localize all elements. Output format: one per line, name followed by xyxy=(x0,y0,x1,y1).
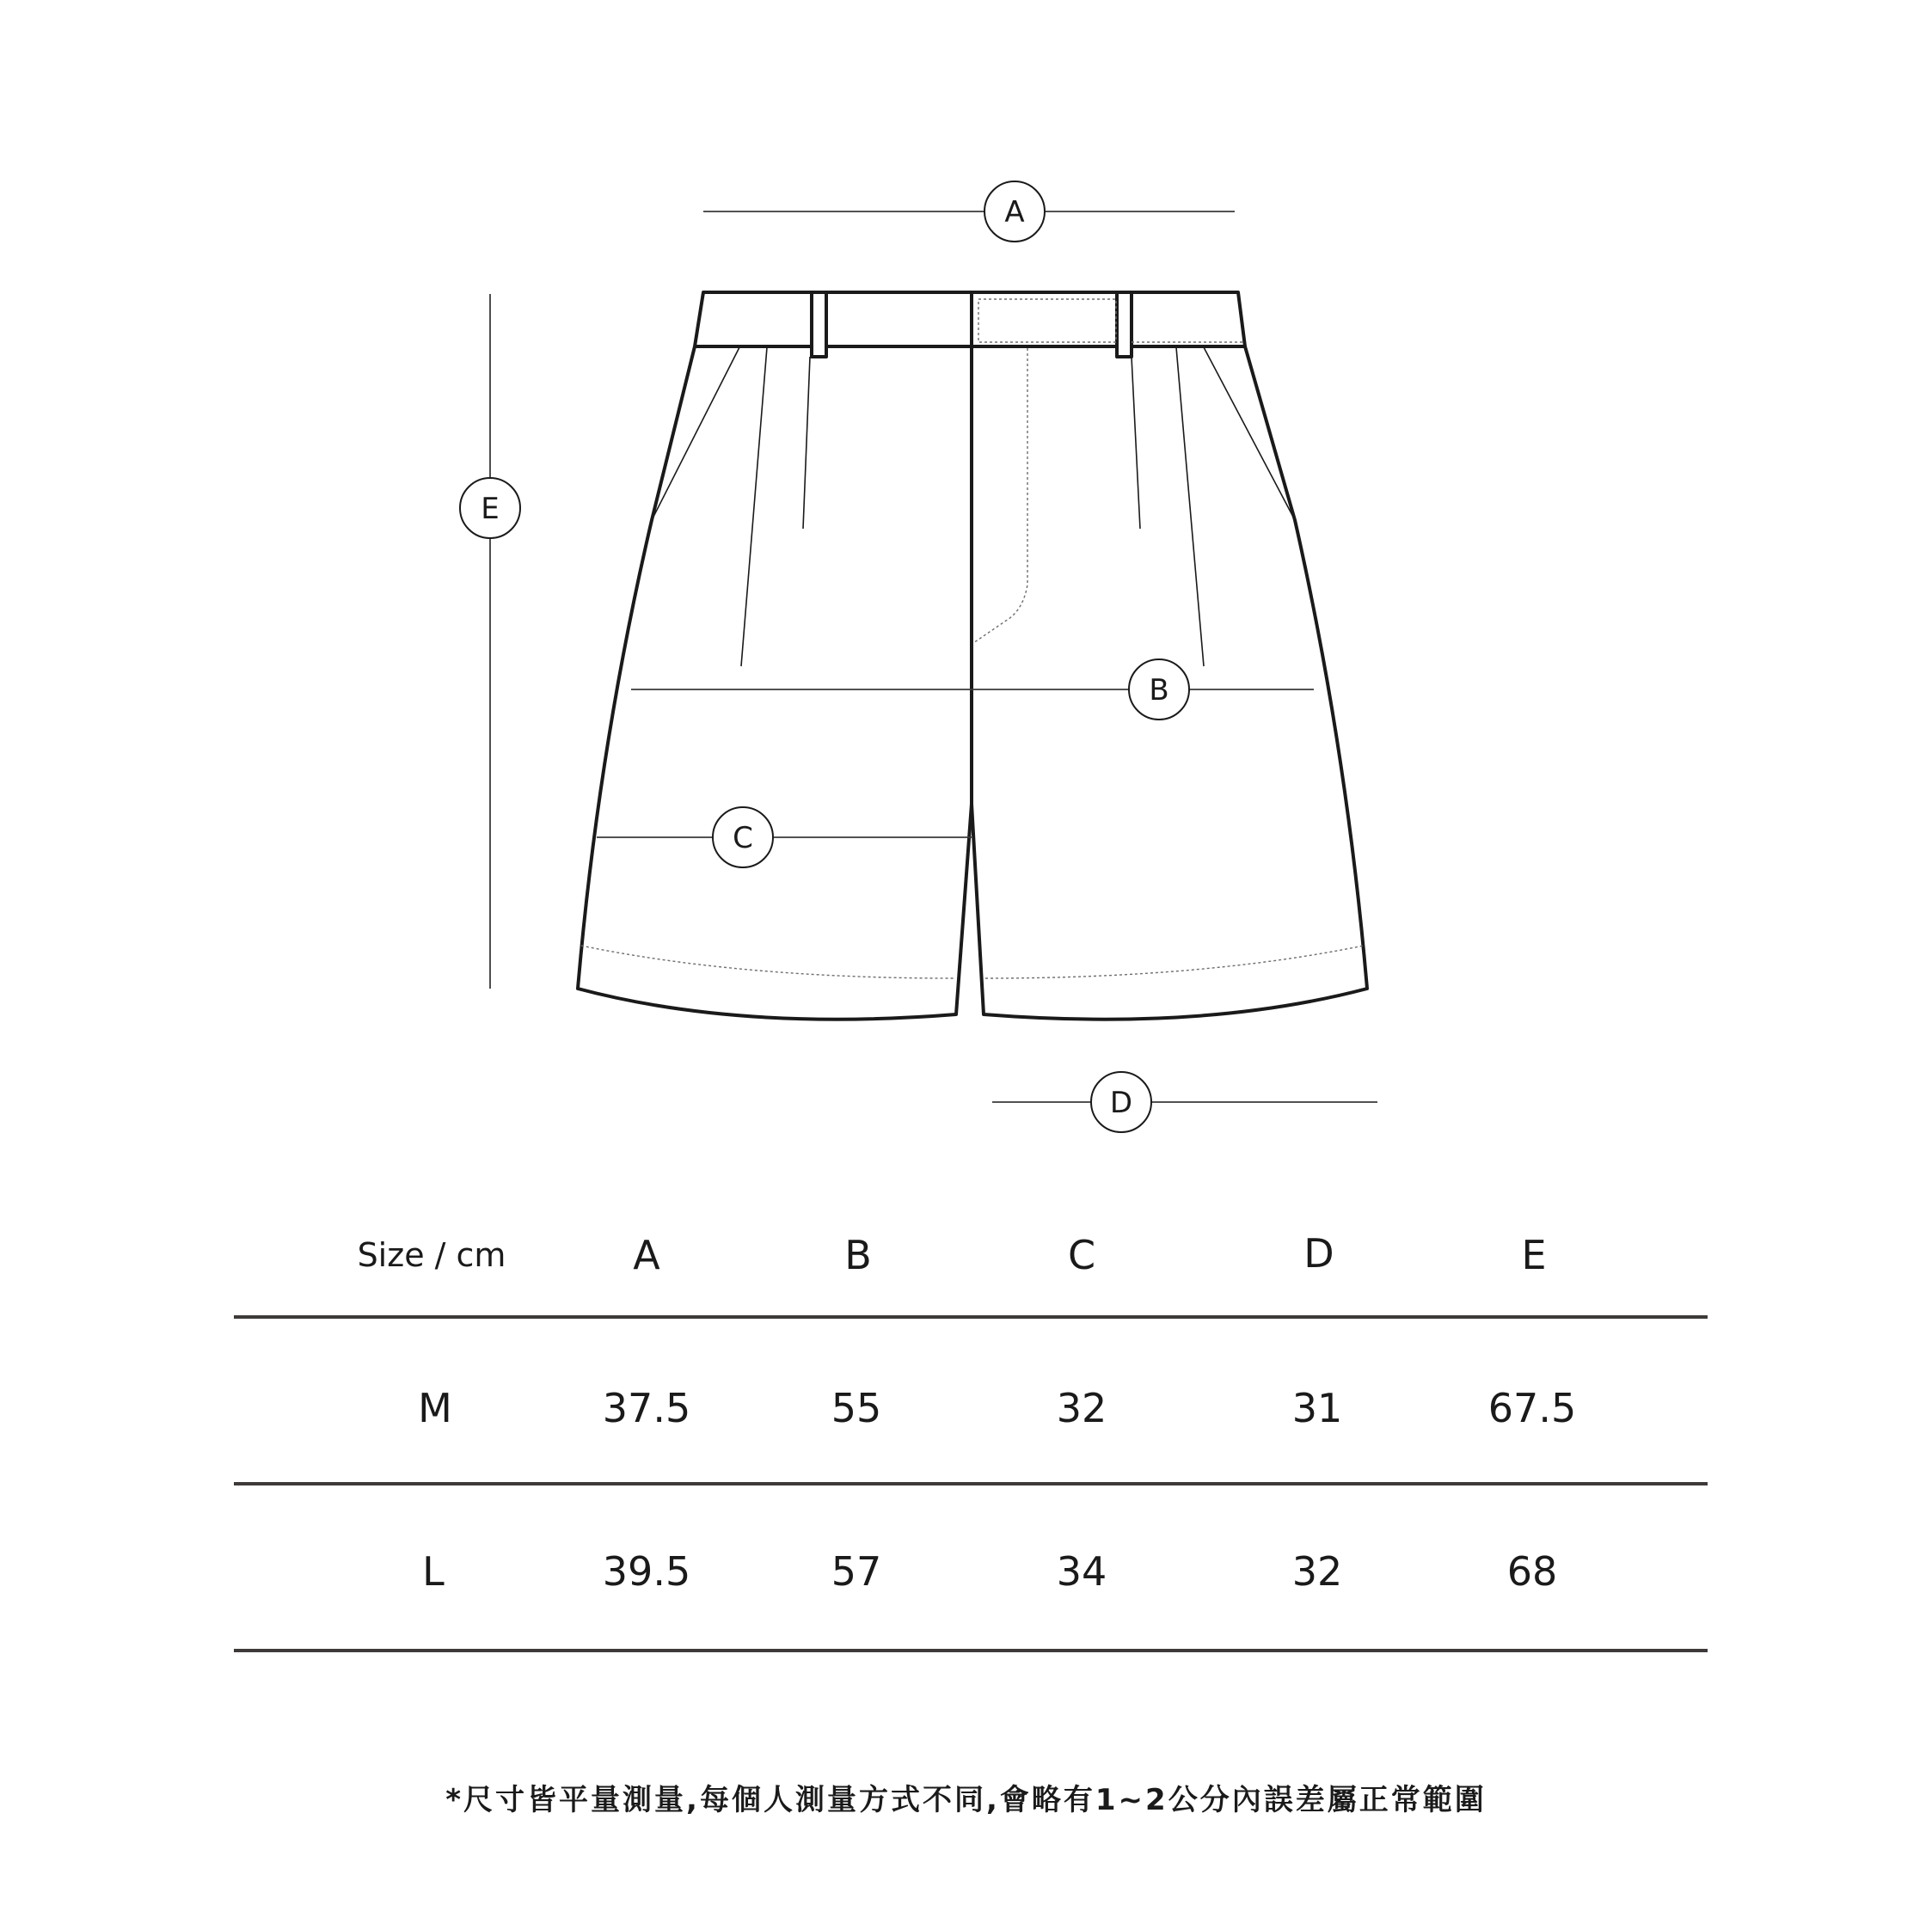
pleat-left-2 xyxy=(803,357,810,529)
label-d xyxy=(1091,1072,1151,1132)
belt-loop-right xyxy=(1117,292,1132,357)
fly-stitch xyxy=(973,348,1027,643)
hem-stitch-right xyxy=(985,946,1364,978)
size-table xyxy=(234,1195,1708,1659)
table-divider-middle xyxy=(234,1482,1708,1485)
svg-text:D: D xyxy=(1109,1086,1133,1120)
row-m-c: 32 xyxy=(1056,1385,1107,1431)
left-leg xyxy=(578,346,972,1020)
row-m-d: 31 xyxy=(1291,1385,1343,1431)
svg-text:E: E xyxy=(481,492,500,526)
pocket-right xyxy=(1204,347,1295,520)
label-b xyxy=(1129,659,1189,720)
row-l-size: L xyxy=(422,1548,445,1595)
row-m-size: M xyxy=(418,1385,452,1431)
header-b: B xyxy=(844,1232,872,1278)
hem-stitch-left xyxy=(581,946,954,978)
waistband-tab-stitch xyxy=(978,299,1116,342)
belt-loop-left xyxy=(812,292,826,357)
header-c: C xyxy=(1067,1232,1096,1278)
header-size-unit: Size / cm xyxy=(357,1236,506,1274)
svg-text:B: B xyxy=(1149,673,1169,707)
pleat-right-1 xyxy=(1132,357,1140,529)
label-e xyxy=(460,478,520,538)
row-m-b: 55 xyxy=(831,1385,882,1431)
table-divider-top xyxy=(234,1315,1708,1319)
row-l-a: 39.5 xyxy=(602,1548,691,1595)
row-l-b: 57 xyxy=(831,1548,882,1595)
svg-text:A: A xyxy=(1004,195,1025,230)
shorts-outline xyxy=(578,292,1367,1020)
table-divider-bottom xyxy=(234,1649,1708,1652)
label-c xyxy=(713,807,773,867)
header-d: D xyxy=(1303,1230,1334,1277)
row-l-d: 32 xyxy=(1291,1548,1343,1595)
row-m-a: 37.5 xyxy=(602,1385,691,1431)
header-a: A xyxy=(633,1232,660,1278)
row-l-c: 34 xyxy=(1056,1548,1107,1595)
header-e: E xyxy=(1521,1232,1547,1278)
pleat-left-1 xyxy=(741,347,767,666)
measurement-footnote: *尺寸皆平量測量,每個人測量方式不同,會略有1~2公分內誤差屬正常範圍 xyxy=(445,1783,1487,1817)
pocket-left xyxy=(652,347,739,520)
pleat-right-2 xyxy=(1176,347,1204,666)
row-m-e: 67.5 xyxy=(1487,1385,1577,1431)
svg-text:C: C xyxy=(733,821,753,855)
label-a xyxy=(984,181,1045,242)
row-l-e: 68 xyxy=(1506,1548,1558,1595)
